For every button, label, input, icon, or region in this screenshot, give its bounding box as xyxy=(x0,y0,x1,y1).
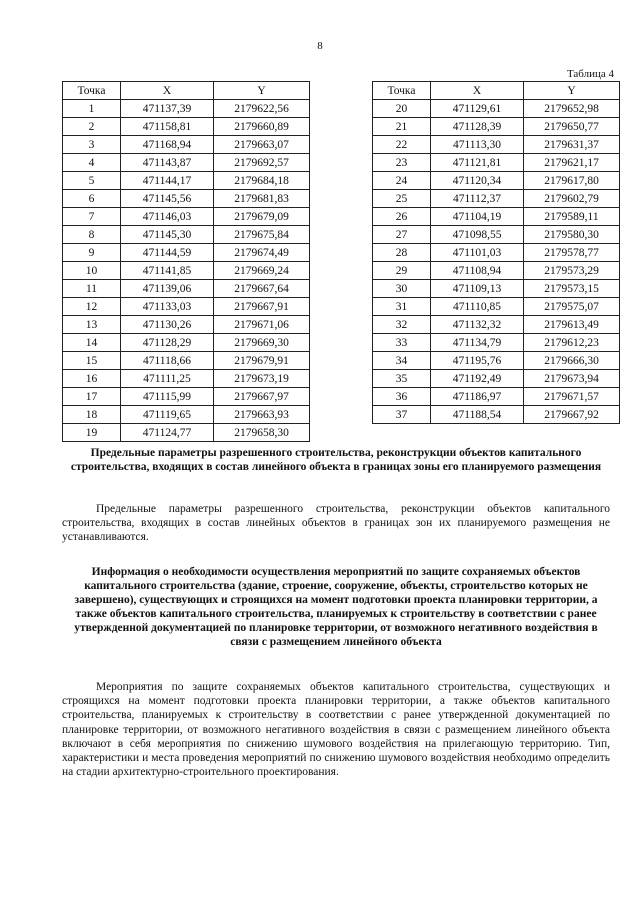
y-cell: 2179673,19 xyxy=(214,370,310,388)
y-cell: 2179673,94 xyxy=(524,370,620,388)
point-cell: 36 xyxy=(373,388,431,406)
y-cell: 2179631,37 xyxy=(524,136,620,154)
header-x: X xyxy=(431,82,524,100)
x-cell: 471104,19 xyxy=(431,208,524,226)
point-cell: 28 xyxy=(373,244,431,262)
x-cell: 471145,56 xyxy=(121,190,214,208)
table-row xyxy=(63,262,310,280)
table-row xyxy=(63,244,310,262)
table-row xyxy=(373,316,620,334)
table-row xyxy=(63,172,310,190)
x-cell: 471128,29 xyxy=(121,334,214,352)
point-cell: 13 xyxy=(63,316,121,334)
y-cell: 2179578,77 xyxy=(524,244,620,262)
table-row xyxy=(63,100,310,118)
x-cell: 471141,85 xyxy=(121,262,214,280)
point-cell: 3 xyxy=(63,136,121,154)
point-cell: 33 xyxy=(373,334,431,352)
y-cell: 2179675,84 xyxy=(214,226,310,244)
table-body-left xyxy=(63,100,310,442)
x-cell: 471195,76 xyxy=(431,352,524,370)
point-cell: 18 xyxy=(63,406,121,424)
coordinates-table-right xyxy=(372,81,620,424)
x-cell: 471109,13 xyxy=(431,280,524,298)
point-cell: 19 xyxy=(63,424,121,442)
y-cell: 2179612,23 xyxy=(524,334,620,352)
x-cell: 471144,59 xyxy=(121,244,214,262)
y-cell: 2179575,07 xyxy=(524,298,620,316)
y-cell: 2179667,64 xyxy=(214,280,310,298)
point-cell: 30 xyxy=(373,280,431,298)
point-cell: 37 xyxy=(373,406,431,424)
point-cell: 34 xyxy=(373,352,431,370)
y-cell: 2179669,24 xyxy=(214,262,310,280)
x-cell: 471134,79 xyxy=(431,334,524,352)
section2-text-body: Мероприятия по защите сохраняемых объектов капитального строительства, существующих и строящихся на момент подготовки проекта планировки территории, а также объектов капитального строительства, планируемых к строительству в соответствии с ранее утвержденной документацией по планировке территории, от возможного негативного воздействия в связи с размещением линейного объекта включают в себя мероприятия по снижению шумового воздействия на прилегающую территорию. Тип, характеристики и места проведения мероприятий по снижению шумового воздействия необходимо определить на стадии архитектурно-строительного проектирования. xyxy=(62,681,610,779)
y-cell: 2179602,79 xyxy=(524,190,620,208)
y-cell: 2179674,49 xyxy=(214,244,310,262)
page-number: 8 xyxy=(317,40,323,52)
x-cell: 471139,06 xyxy=(121,280,214,298)
header-point: Точка xyxy=(373,82,431,100)
table-row xyxy=(63,280,310,298)
table-row xyxy=(373,136,620,154)
point-cell: 27 xyxy=(373,226,431,244)
header-y: Y xyxy=(214,82,310,100)
y-cell: 2179660,89 xyxy=(214,118,310,136)
point-cell: 31 xyxy=(373,298,431,316)
table-row xyxy=(373,172,620,190)
x-cell: 471146,03 xyxy=(121,208,214,226)
y-cell: 2179658,30 xyxy=(214,424,310,442)
x-cell: 471168,94 xyxy=(121,136,214,154)
x-cell: 471110,85 xyxy=(431,298,524,316)
table-row xyxy=(63,226,310,244)
table-row xyxy=(63,190,310,208)
table-row xyxy=(373,226,620,244)
section1-text xyxy=(62,502,610,545)
section2-heading: Информация о необходимости осуществления мероприятий по защите сохраняемых объектов капитального строительства (здание, строение, сооружение, объекты, строительство которых не завершено), существующих и строящихся на момент подготовки проекта планировки территории, а также объектов капитального строительства, планируемых к строительству в соответствии с ранее утвержденной документацией по планировке территории, от возможного негативного воздействия в связи с размещением линейного объекта xyxy=(74,566,598,648)
table-row xyxy=(373,208,620,226)
point-cell: 12 xyxy=(63,298,121,316)
table-row xyxy=(63,370,310,388)
x-cell: 471188,54 xyxy=(431,406,524,424)
x-cell: 471158,81 xyxy=(121,118,214,136)
x-cell: 471118,66 xyxy=(121,352,214,370)
x-cell: 471113,30 xyxy=(431,136,524,154)
table-row xyxy=(373,190,620,208)
x-cell: 471129,61 xyxy=(431,100,524,118)
y-cell: 2179622,56 xyxy=(214,100,310,118)
y-cell: 2179613,49 xyxy=(524,316,620,334)
x-cell: 471098,55 xyxy=(431,226,524,244)
table-row xyxy=(373,406,620,424)
table-row xyxy=(63,334,310,352)
y-cell: 2179663,93 xyxy=(214,406,310,424)
x-cell: 471112,37 xyxy=(431,190,524,208)
table-row xyxy=(63,154,310,172)
y-cell: 2179669,30 xyxy=(214,334,310,352)
point-cell: 14 xyxy=(63,334,121,352)
y-cell: 2179650,77 xyxy=(524,118,620,136)
y-cell: 2179580,30 xyxy=(524,226,620,244)
x-cell: 471144,17 xyxy=(121,172,214,190)
y-cell: 2179681,83 xyxy=(214,190,310,208)
x-cell: 471186,97 xyxy=(431,388,524,406)
point-cell: 2 xyxy=(63,118,121,136)
y-cell: 2179667,92 xyxy=(524,406,620,424)
table-caption: Таблица 4 xyxy=(566,68,614,80)
table-row xyxy=(63,388,310,406)
table-header-row xyxy=(373,82,620,100)
point-cell: 29 xyxy=(373,262,431,280)
x-cell: 471111,25 xyxy=(121,370,214,388)
table-row xyxy=(63,406,310,424)
point-cell: 6 xyxy=(63,190,121,208)
y-cell: 2179652,98 xyxy=(524,100,620,118)
header-point: Точка xyxy=(63,82,121,100)
table-row xyxy=(373,298,620,316)
table-body-right xyxy=(373,100,620,424)
point-cell: 32 xyxy=(373,316,431,334)
x-cell: 471132,32 xyxy=(431,316,524,334)
y-cell: 2179573,29 xyxy=(524,262,620,280)
point-cell: 24 xyxy=(373,172,431,190)
table-row xyxy=(373,262,620,280)
point-cell: 22 xyxy=(373,136,431,154)
y-cell: 2179663,07 xyxy=(214,136,310,154)
table-row xyxy=(373,280,620,298)
table-row xyxy=(63,298,310,316)
x-cell: 471119,65 xyxy=(121,406,214,424)
point-cell: 10 xyxy=(63,262,121,280)
y-cell: 2179671,06 xyxy=(214,316,310,334)
table-row xyxy=(63,208,310,226)
x-cell: 471130,26 xyxy=(121,316,214,334)
table-row xyxy=(373,154,620,172)
table-row xyxy=(373,370,620,388)
x-cell: 471192,49 xyxy=(431,370,524,388)
x-cell: 471133,03 xyxy=(121,298,214,316)
x-cell: 471120,34 xyxy=(431,172,524,190)
y-cell: 2179679,09 xyxy=(214,208,310,226)
point-cell: 8 xyxy=(63,226,121,244)
coordinates-table-left xyxy=(62,81,310,442)
x-cell: 471124,77 xyxy=(121,424,214,442)
x-cell: 471115,99 xyxy=(121,388,214,406)
x-cell: 471128,39 xyxy=(431,118,524,136)
table-row xyxy=(373,244,620,262)
x-cell: 471143,87 xyxy=(121,154,214,172)
x-cell: 471121,81 xyxy=(431,154,524,172)
x-cell: 471145,30 xyxy=(121,226,214,244)
point-cell: 9 xyxy=(63,244,121,262)
x-cell: 471101,03 xyxy=(431,244,524,262)
point-cell: 11 xyxy=(63,280,121,298)
y-cell: 2179573,15 xyxy=(524,280,620,298)
table-row xyxy=(373,388,620,406)
point-cell: 5 xyxy=(63,172,121,190)
table-row xyxy=(373,352,620,370)
section2-text xyxy=(62,680,610,779)
point-cell: 15 xyxy=(63,352,121,370)
y-cell: 2179617,80 xyxy=(524,172,620,190)
section1-heading: Предельные параметры разрешенного строительства, реконструкции объектов капитального строительства, входящих в состав линейного объекта в границах зоны его планируемого размещения xyxy=(70,447,602,473)
point-cell: 17 xyxy=(63,388,121,406)
point-cell: 35 xyxy=(373,370,431,388)
y-cell: 2179684,18 xyxy=(214,172,310,190)
header-y: Y xyxy=(524,82,620,100)
y-cell: 2179679,91 xyxy=(214,352,310,370)
point-cell: 23 xyxy=(373,154,431,172)
table-row xyxy=(373,334,620,352)
point-cell: 1 xyxy=(63,100,121,118)
table-row xyxy=(373,100,620,118)
table-row xyxy=(63,316,310,334)
header-x: X xyxy=(121,82,214,100)
table-row xyxy=(63,352,310,370)
point-cell: 4 xyxy=(63,154,121,172)
y-cell: 2179667,97 xyxy=(214,388,310,406)
table-row xyxy=(63,424,310,442)
y-cell: 2179692,57 xyxy=(214,154,310,172)
table-row xyxy=(63,118,310,136)
section1-text-body: Предельные параметры разрешенного строительства, реконструкции объектов капитального строительства, входящих в состав линейных объектов в границах зон их планируемого размещения не устанавливаются. xyxy=(62,503,610,544)
y-cell: 2179671,57 xyxy=(524,388,620,406)
y-cell: 2179666,30 xyxy=(524,352,620,370)
y-cell: 2179667,91 xyxy=(214,298,310,316)
table-header-row xyxy=(63,82,310,100)
x-cell: 471108,94 xyxy=(431,262,524,280)
x-cell: 471137,39 xyxy=(121,100,214,118)
point-cell: 16 xyxy=(63,370,121,388)
point-cell: 7 xyxy=(63,208,121,226)
table-row xyxy=(63,136,310,154)
point-cell: 25 xyxy=(373,190,431,208)
y-cell: 2179621,17 xyxy=(524,154,620,172)
point-cell: 21 xyxy=(373,118,431,136)
point-cell: 20 xyxy=(373,100,431,118)
point-cell: 26 xyxy=(373,208,431,226)
y-cell: 2179589,11 xyxy=(524,208,620,226)
table-row xyxy=(373,118,620,136)
